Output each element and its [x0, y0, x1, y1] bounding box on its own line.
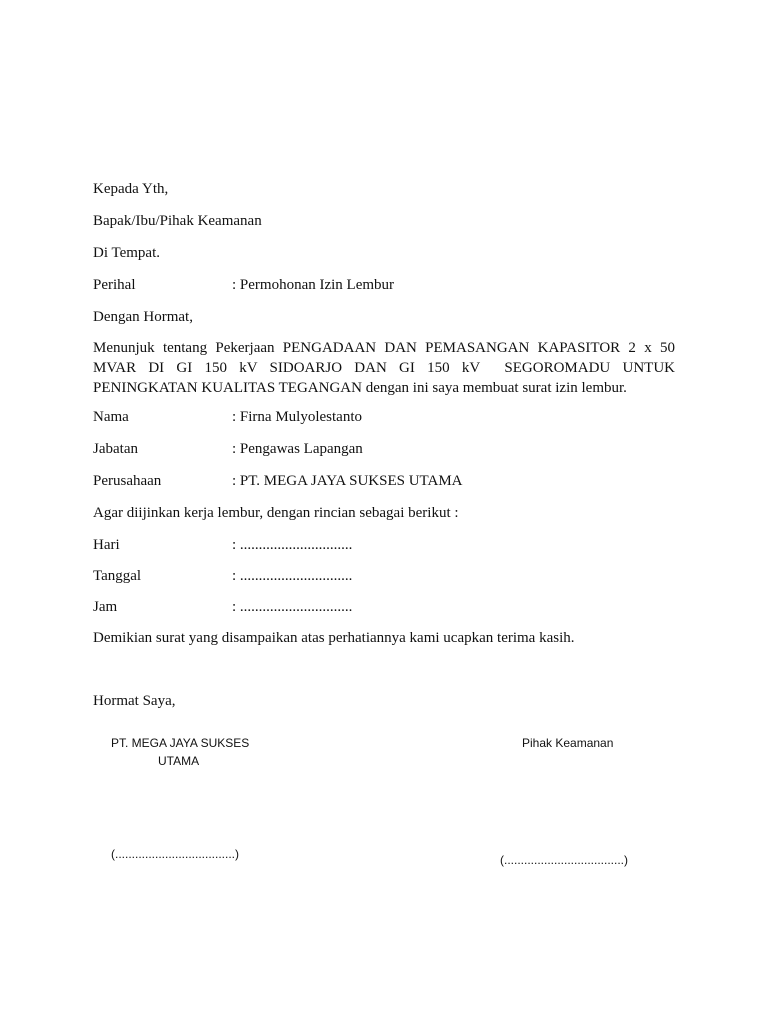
identity-label: Jabatan	[93, 441, 138, 457]
intro-line-1: Menunjuk tentang Pekerjaan PENGADAAN DAN PEMASANGAN KAPASITOR 2 x 50	[93, 340, 675, 356]
identity-row-position	[93, 441, 363, 458]
schedule-row-day	[93, 537, 352, 554]
schedule-value: : ..............................	[232, 599, 353, 615]
intro-paragraph	[93, 338, 675, 398]
schedule-value: : ..............................	[232, 537, 353, 553]
identity-row-name	[93, 409, 362, 426]
regards: Hormat Saya,	[93, 693, 176, 709]
intro-line-3: PENINGKATAN KUALITAS TEGANGAN dengan ini saya membuat surat izin lembur.	[93, 380, 627, 396]
signature-right-title: Pihak Keamanan	[522, 736, 614, 750]
subject-value: : Permohonan Izin Lembur	[232, 277, 395, 293]
signature-left-blank: (....................................)	[111, 847, 240, 861]
identity-value: : Pengawas Lapangan	[232, 441, 363, 457]
identity-row-company	[93, 473, 463, 490]
schedule-label: Jam	[93, 599, 118, 615]
recipient-greeting: Kepada Yth,	[93, 181, 169, 197]
subject-label: Perihal	[93, 277, 136, 293]
closing-sentence: Demikian surat yang disampaikan atas perhatiannya kami ucapkan terima kasih.	[93, 630, 575, 646]
identity-value: : Firna Mulyolestanto	[232, 409, 362, 425]
schedule-label: Hari	[93, 537, 120, 553]
signature-left-company-line2: UTAMA	[158, 754, 200, 768]
schedule-label: Tanggal	[93, 568, 142, 584]
identity-label: Perusahaan	[93, 473, 162, 489]
schedule-row-date	[93, 568, 352, 585]
identity-value: : PT. MEGA JAYA SUKSES UTAMA	[232, 473, 463, 489]
schedule-value: : ..............................	[232, 568, 353, 584]
recipient-name: Bapak/Ibu/Pihak Keamanan	[93, 213, 262, 229]
request-intro: Agar diijinkan kerja lembur, dengan rincian sebagai berikut :	[93, 505, 459, 521]
identity-label: Nama	[93, 409, 129, 425]
intro-line-2: MVAR DI GI 150 kV SIDOARJO DAN GI 150 kV SEGOROMADU UNTUK	[93, 360, 675, 376]
subject-row	[93, 277, 394, 294]
recipient-place: Di Tempat.	[93, 245, 160, 261]
salutation: Dengan Hormat,	[93, 309, 193, 325]
signature-left-company-line1: PT. MEGA JAYA SUKSES	[111, 736, 250, 750]
schedule-row-time	[93, 599, 352, 616]
signature-right-blank: (....................................)	[500, 853, 629, 867]
